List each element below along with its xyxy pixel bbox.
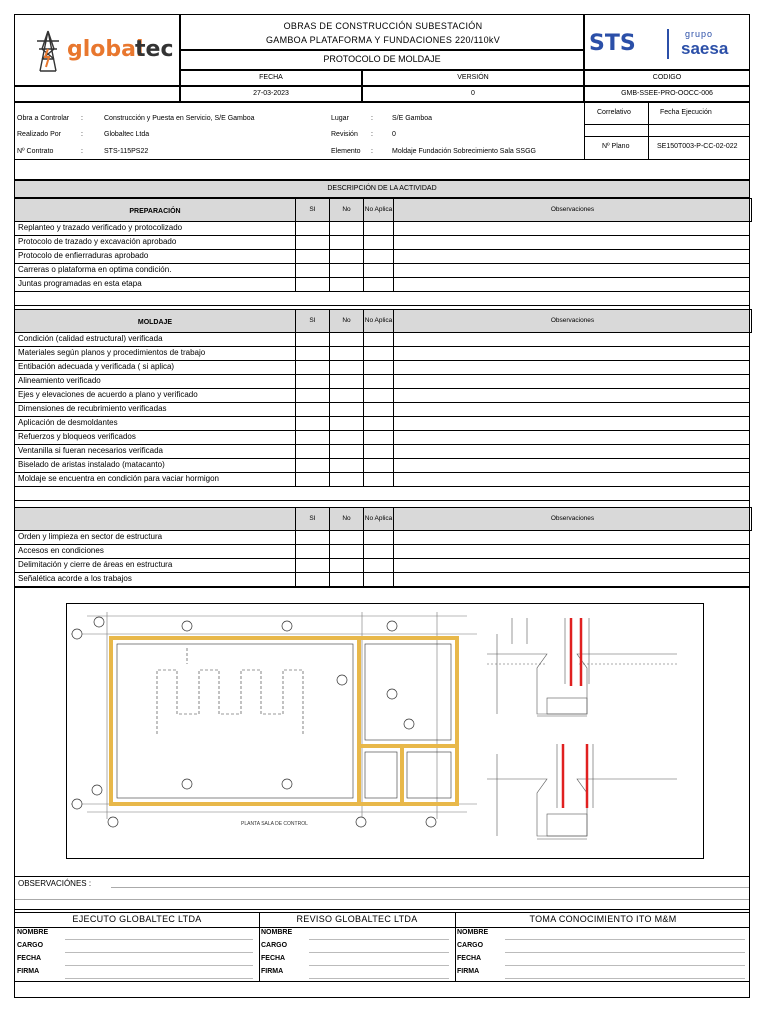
checkbox-no[interactable]: [329, 459, 363, 473]
checkbox-no[interactable]: [329, 559, 363, 573]
column-no-aplica-header: No Aplica: [363, 309, 394, 333]
checkbox-si[interactable]: [295, 473, 329, 487]
checkbox-no[interactable]: [329, 361, 363, 375]
checklist-row: [14, 559, 750, 573]
checkbox-no[interactable]: [329, 333, 363, 347]
realizado-label: Realizado Por: [17, 131, 61, 138]
plano-label: Nº Plano: [602, 143, 630, 150]
checklist-row: [14, 389, 750, 403]
checkbox-si[interactable]: [295, 333, 329, 347]
checkbox-no-aplica[interactable]: [363, 375, 393, 389]
checkbox-no-aplica[interactable]: [363, 559, 393, 573]
checkbox-no[interactable]: [329, 403, 363, 417]
sig-field-label: CARGO: [17, 942, 44, 949]
checkbox-no-aplica[interactable]: [363, 278, 393, 292]
sig-field-label: NOMBRE: [261, 929, 293, 936]
checkbox-si[interactable]: [295, 236, 329, 250]
checklist-item-label: Ventanilla si fueran necesarios verificada: [18, 446, 163, 455]
grupo-text: grupo: [685, 29, 714, 39]
checkbox-si[interactable]: [295, 264, 329, 278]
column-observaciones-header: Observaciones: [393, 309, 752, 333]
drawing-frame: [66, 603, 704, 859]
checkbox-no-aplica[interactable]: [363, 459, 393, 473]
sig-divider: [15, 927, 749, 928]
checklist-item-label: Moldaje se encuentra en condición para vaciar hormigon: [18, 474, 220, 483]
checkbox-si[interactable]: [295, 417, 329, 431]
observaciones-cell[interactable]: [393, 445, 751, 459]
sig-field-label: FECHA: [261, 955, 286, 962]
checklist-row: [14, 375, 750, 389]
checkbox-no[interactable]: [329, 389, 363, 403]
section-title: MOLDAJE: [137, 318, 173, 326]
spacer-row: [14, 587, 750, 588]
observaciones-cell[interactable]: [393, 375, 751, 389]
checklist-row: [14, 573, 750, 587]
construction-drawing: [67, 604, 705, 860]
column-si-header: SI: [295, 309, 330, 333]
checkbox-no[interactable]: [329, 236, 363, 250]
column-no-aplica-header: No Aplica: [363, 507, 394, 531]
sig-field-label: NOMBRE: [17, 929, 49, 936]
checklist-row: [14, 417, 750, 431]
sig-field-input[interactable]: [505, 939, 745, 940]
signatures-block: [14, 912, 750, 982]
checklist-item-label: Condición (calidad estructural) verificada: [18, 334, 163, 343]
checklist-item-label: Replanteo y trazado verificado y protocolizado: [18, 223, 183, 232]
checkbox-si[interactable]: [295, 389, 329, 403]
column-observaciones-header: Observaciones: [393, 507, 752, 531]
checklist-item-label: Orden y limpieza en sector de estructura: [18, 532, 163, 541]
revision-label: Revisión: [331, 131, 358, 138]
observaciones-line: [15, 899, 749, 900]
sig-field-label: NOMBRE: [457, 929, 489, 936]
checkbox-no[interactable]: [329, 417, 363, 431]
revision-value: 0: [392, 131, 396, 138]
column-no-header: No: [329, 198, 364, 222]
checklist-row: [14, 531, 750, 545]
checklist-item-label: Entibación adecuada y verificada ( si aplica): [18, 362, 175, 371]
checkbox-si[interactable]: [295, 531, 329, 545]
plano-value: SE150T003-P-CC-02-022: [657, 143, 738, 150]
obra-label: Obra a Controlar: [17, 115, 70, 122]
fecha-ejecucion-label: Fecha Ejecución: [660, 109, 712, 116]
logo-text-tec: tec: [135, 37, 174, 62]
observaciones-cell[interactable]: [393, 559, 751, 573]
title-line-2: GAMBOA PLATAFORMA Y FUNDACIONES 220/110kV: [265, 35, 501, 45]
checklist-row: [14, 545, 750, 559]
observaciones-cell[interactable]: [393, 403, 751, 417]
elemento-label: Elemento: [331, 148, 361, 155]
spacer-row: [14, 160, 750, 180]
codigo-value: GMB-SSEE-PRO-OOCC-006: [584, 86, 750, 102]
checklist-item-label: Alineamiento verificado: [18, 376, 101, 385]
contrato-value: STS-115PS22: [104, 148, 149, 155]
correlativo-label: Correlativo: [597, 109, 631, 116]
colon: :: [81, 148, 83, 155]
checkbox-no-aplica[interactable]: [363, 573, 393, 587]
colon: :: [371, 131, 373, 138]
checkbox-no-aplica[interactable]: [363, 222, 393, 236]
activity-header: DESCRIPCIÓN DE LA ACTIVIDAD: [14, 180, 750, 198]
info-divider: [584, 102, 585, 160]
lugar-value: S/E Gamboa: [392, 115, 433, 122]
checklist-row: [14, 333, 750, 347]
info-divider: [648, 102, 649, 160]
checkbox-no-aplica[interactable]: [363, 333, 393, 347]
checkbox-no[interactable]: [329, 222, 363, 236]
section-header: [14, 309, 750, 333]
contrato-label: Nº Contrato: [17, 148, 54, 155]
observaciones-cell[interactable]: [393, 545, 751, 559]
observaciones-cell[interactable]: [393, 473, 751, 487]
checkbox-no[interactable]: [329, 347, 363, 361]
checklist-item-label: Protocolo de trazado y excavación aprobado: [18, 237, 177, 246]
sts-logo: STS: [589, 31, 636, 56]
checklist-row: [14, 361, 750, 375]
checklist-row: [14, 222, 750, 236]
checkbox-no[interactable]: [329, 264, 363, 278]
protocol-title: PROTOCOLO DE MOLDAJE: [180, 50, 584, 70]
sig-field-label: FIRMA: [17, 968, 40, 975]
sig-field-input[interactable]: [505, 978, 745, 979]
checklist-item-label: Biselado de aristas instalado (matacanto): [18, 460, 165, 469]
observaciones-line: [111, 887, 749, 888]
info-divider: [584, 136, 750, 137]
section-header: [14, 198, 750, 222]
checkbox-no-aplica[interactable]: [363, 431, 393, 445]
observaciones-cell[interactable]: [393, 531, 751, 545]
checkbox-no-aplica[interactable]: [363, 264, 393, 278]
section-title: PREPARACIÓN: [129, 207, 181, 215]
checkbox-si[interactable]: [295, 545, 329, 559]
checkbox-si[interactable]: [295, 222, 329, 236]
colon: :: [371, 148, 373, 155]
sig-field-input[interactable]: [309, 939, 449, 940]
lugar-label: Lugar: [331, 115, 349, 122]
sig-field-label: FECHA: [457, 955, 482, 962]
axis-markers: [72, 617, 436, 827]
sig-field-label: FECHA: [17, 955, 42, 962]
sig-col3-title: TOMA CONOCIMIENTO ITO M&M: [529, 914, 677, 924]
section-title: [15, 508, 295, 532]
checklist-item-label: Accesos en condiciones: [18, 546, 104, 555]
checkbox-no-aplica[interactable]: [363, 347, 393, 361]
sts-saesa-logo-box: [584, 14, 750, 70]
checkbox-no-aplica[interactable]: [363, 531, 393, 545]
checkbox-no[interactable]: [329, 545, 363, 559]
sig-field-label: FIRMA: [261, 968, 284, 975]
checkbox-si[interactable]: [295, 559, 329, 573]
sig-field-label: CARGO: [261, 942, 288, 949]
observaciones-cell[interactable]: [393, 347, 751, 361]
sig-field-input[interactable]: [309, 978, 449, 979]
spacer-row: [14, 487, 750, 501]
checklist-row: [14, 250, 750, 264]
checklist-item-label: Señalética acorde a los trabajos: [18, 574, 132, 583]
checkbox-si[interactable]: [295, 250, 329, 264]
checkbox-si[interactable]: [295, 375, 329, 389]
checklist-row: [14, 445, 750, 459]
checkbox-no-aplica[interactable]: [363, 236, 393, 250]
checklist-row: [14, 459, 750, 473]
sig-field-input[interactable]: [65, 939, 253, 940]
section-header: [14, 507, 750, 531]
checkbox-si[interactable]: [295, 573, 329, 587]
checklist-item-label: Juntas programadas en esta etapa: [18, 279, 142, 288]
sig-field-input[interactable]: [309, 952, 449, 953]
observaciones-cell[interactable]: [393, 278, 751, 292]
sig-field-input[interactable]: [65, 965, 253, 966]
sig-field-input[interactable]: [65, 952, 253, 953]
observaciones-cell[interactable]: [393, 361, 751, 375]
version-value: 0: [362, 86, 584, 102]
transmission-tower-icon: [33, 29, 63, 73]
checklist-item-label: Refuerzos y bloqueos verificados: [18, 432, 136, 441]
observaciones-cell[interactable]: [393, 333, 751, 347]
checklist-item-label: Ejes y elevaciones de acuerdo a plano y verificado: [18, 390, 198, 399]
logo-divider: [667, 29, 669, 59]
checkbox-no[interactable]: [329, 445, 363, 459]
checkbox-no-aplica[interactable]: [363, 545, 393, 559]
observaciones-label: OBSERVACIÓNES :: [18, 879, 92, 888]
checkbox-si[interactable]: [295, 403, 329, 417]
globaltec-logo-box: [14, 14, 180, 86]
saesa-logo: saesa: [681, 39, 729, 58]
checkbox-no-aplica[interactable]: [363, 417, 393, 431]
realizado-value: Globaltec Ltda: [104, 131, 150, 138]
checklist-row: [14, 431, 750, 445]
checklist-item-label: Materiales según planos y procedimientos de trabajo: [18, 348, 206, 357]
section-view-bottom: [487, 754, 677, 839]
sig-field-label: FIRMA: [457, 968, 480, 975]
checklist-row: [14, 347, 750, 361]
checkbox-no-aplica[interactable]: [363, 403, 393, 417]
title-line-1: OBRAS DE CONSTRUCCIÓN SUBESTACIÓN: [283, 21, 483, 31]
checkbox-no[interactable]: [329, 473, 363, 487]
plan-caption: PLANTA SALA DE CONTROL: [241, 821, 308, 827]
column-observaciones-header: Observaciones: [393, 198, 752, 222]
column-no-header: No: [329, 309, 364, 333]
checkbox-si[interactable]: [295, 431, 329, 445]
checkbox-si[interactable]: [295, 445, 329, 459]
sig-col1-title: EJECUTO GLOBALTEC LTDA: [72, 914, 202, 924]
sig-field-input[interactable]: [65, 978, 253, 979]
checkbox-no-aplica[interactable]: [363, 361, 393, 375]
checklist-item-label: Protocolo de enfierraduras aprobado: [18, 251, 149, 260]
checklist-item-label: Delimitación y cierre de áreas en estructura: [18, 560, 173, 569]
checkbox-si[interactable]: [295, 278, 329, 292]
elemento-value: Moldaje Fundación Sobrecimiento Sala SSGG: [392, 148, 536, 155]
checklist-row: [14, 278, 750, 292]
observaciones-cell[interactable]: [393, 389, 751, 403]
observaciones-cell[interactable]: [393, 250, 751, 264]
observaciones-cell[interactable]: [393, 573, 751, 587]
rebar-lines: [563, 618, 587, 808]
bottom-spacer: [14, 982, 750, 998]
checkbox-no[interactable]: [329, 431, 363, 445]
fecha-value: 27-03-2023: [180, 86, 362, 102]
checkbox-no[interactable]: [329, 250, 363, 264]
checkbox-si[interactable]: [295, 347, 329, 361]
checkbox-no-aplica[interactable]: [363, 445, 393, 459]
info-divider: [584, 124, 750, 125]
version-label: VERSIÓN: [362, 70, 584, 86]
plan-grid-lines: [71, 612, 477, 819]
checkbox-no-aplica[interactable]: [363, 389, 393, 403]
colon: :: [81, 115, 83, 122]
column-si-header: SI: [295, 198, 330, 222]
sig-field-label: CARGO: [457, 942, 484, 949]
logo-text-global: global: [67, 37, 144, 62]
checkbox-no-aplica[interactable]: [363, 473, 393, 487]
observaciones-box: [14, 876, 750, 910]
checkbox-si[interactable]: [295, 459, 329, 473]
checklist-item-label: Carreras o plataforma en optima condición.: [18, 265, 172, 274]
checkbox-no-aplica[interactable]: [363, 250, 393, 264]
obra-value: Construcción y Puesta en Servicio, S/E Gamboa: [104, 115, 255, 122]
sig-field-input[interactable]: [309, 965, 449, 966]
sig-col2-title: REVISO GLOBALTEC LTDA: [296, 914, 418, 924]
checklist-row: [14, 264, 750, 278]
sig-field-input[interactable]: [505, 952, 745, 953]
checklist-row: [14, 403, 750, 417]
observaciones-cell[interactable]: [393, 417, 751, 431]
title-box: [180, 14, 584, 50]
observaciones-cell[interactable]: [393, 431, 751, 445]
checkbox-no[interactable]: [329, 573, 363, 587]
checklist-item-label: Aplicación de desmoldantes: [18, 418, 118, 427]
column-no-header: No: [329, 507, 364, 531]
observaciones-cell[interactable]: [393, 236, 751, 250]
checklist-item-label: Dimensiones de recubrimiento verificadas: [18, 404, 167, 413]
header-blank-cell: [14, 86, 180, 102]
sig-field-input[interactable]: [505, 965, 745, 966]
column-si-header: SI: [295, 507, 330, 531]
checkbox-no[interactable]: [329, 278, 363, 292]
checkbox-si[interactable]: [295, 361, 329, 375]
observaciones-cell[interactable]: [393, 222, 751, 236]
observaciones-cell[interactable]: [393, 459, 751, 473]
checklist-row: [14, 236, 750, 250]
codigo-label: CODIGO: [584, 70, 750, 86]
observaciones-cell[interactable]: [393, 264, 751, 278]
checkbox-no[interactable]: [329, 531, 363, 545]
fecha-label: FECHA: [180, 70, 362, 86]
checklist-row: [14, 473, 750, 487]
column-no-aplica-header: No Aplica: [363, 198, 394, 222]
spacer-row: [14, 292, 750, 306]
checkbox-no[interactable]: [329, 375, 363, 389]
colon: :: [81, 131, 83, 138]
colon: :: [371, 115, 373, 122]
